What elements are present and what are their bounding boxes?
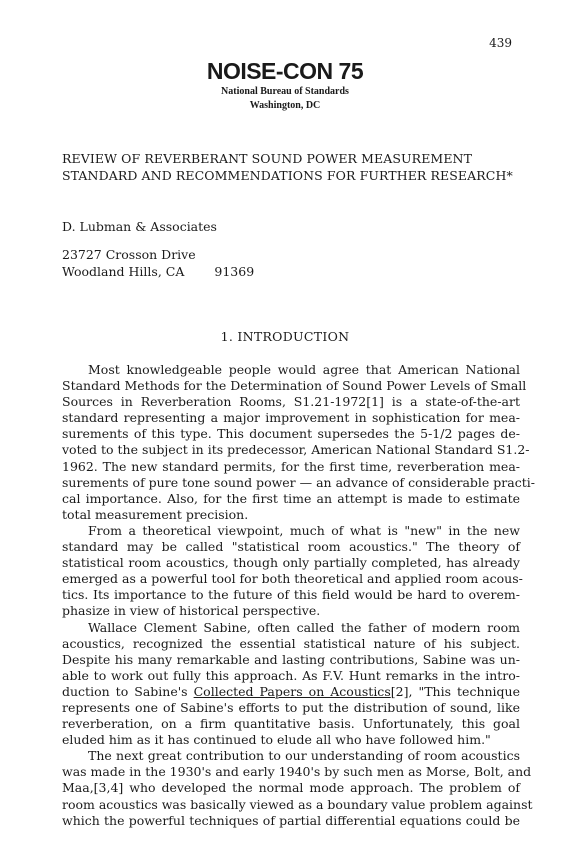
text-line: acoustics, recognized the essential statistical nature of his subject.: [62, 635, 520, 651]
paper-title-line-2: STANDARD AND RECOMMENDATIONS FOR FURTHER RESEARCH*: [62, 168, 513, 183]
text-line: eluded him as it has continued to elude all who have followed him.": [62, 732, 491, 748]
text-line: Despite his many remarkable and lasting contributions, Sabine was un-: [62, 651, 520, 667]
section-heading: 1. INTRODUCTION: [220, 329, 350, 344]
address-zip: 91369: [214, 264, 255, 279]
conference-title: NOISE-CON 75: [206, 58, 364, 84]
text-line: From a theoretical viewpoint, much of what is "new" in the new: [88, 522, 520, 538]
text-line: represents one of Sabine's efforts to put the distribution of sound, like: [62, 699, 520, 715]
text-line: The next great contribution to our understanding of room acoustics: [88, 748, 520, 764]
text-line: emerged as a powerful tool for both theoretical and applied room acous-: [62, 571, 523, 587]
text-line: surements of this type. This document supersedes the 5-1/2 pages de-: [62, 426, 520, 442]
text-line: [62, 684, 520, 700]
text-line: phasize in view of historical perspective.: [62, 603, 321, 619]
text-line: able to work out fully this approach. As F.V. Hunt remarks in the intro-: [62, 667, 520, 683]
text-line: statistical room acoustics, though only partially completed, has already: [62, 555, 520, 571]
text-line: tics. Its importance to the future of this field would be hard to overem-: [62, 587, 520, 603]
text-line: voted to the subject in its predecessor, American National Standard S1.2-: [62, 442, 530, 458]
text-line: was made in the 1930's and early 1940's by such men as Morse, Bolt, and: [62, 764, 532, 780]
body-text: [62, 362, 535, 829]
text-line: 1962. The new standard permits, for the first time, reverberation mea-: [62, 458, 520, 474]
conference-organization: National Bureau of Standards: [221, 86, 349, 97]
text-line: Most knowledgeable people would agree that American National: [88, 362, 520, 377]
text-fragment: [2], "This technique: [390, 683, 520, 699]
text-line: reverberation, on a firm quantitative basis. Unfortunately, this goal: [62, 716, 520, 732]
text-line: total measurement precision.: [62, 506, 249, 522]
author-name: D. Lubman & Associates: [62, 219, 217, 234]
paper-title-line-1: REVIEW OF REVERBERANT SOUND POWER MEASUREMENT: [62, 151, 473, 166]
text-line: standard representing a major improvement in sophistication for mea-: [62, 410, 520, 426]
text-line: standard may be called "statistical room acoustics." The theory of: [62, 539, 520, 555]
text-fragment: duction to Sabine's: [62, 683, 194, 699]
text-line: cal importance. Also, for the first time an attempt is made to estimate: [62, 490, 520, 506]
paper-title: [62, 150, 532, 184]
address-city: Woodland Hills, CA: [62, 264, 185, 279]
page-number: 439: [489, 36, 512, 50]
text-line: Standard Methods for the Determination of Sound Power Levels of Small: [62, 378, 527, 394]
text-line: room acoustics was basically viewed as a boundary value problem against: [62, 796, 533, 812]
address-city-line: [62, 264, 254, 280]
text-line: Maa,[3,4] who developed the normal mode approach. The problem of: [62, 780, 520, 796]
text-line: Wallace Clement Sabine, often called the father of modern room: [88, 619, 520, 635]
text-line: surements of pure tone sound power — an advance of considerable practi-: [62, 474, 535, 490]
text-line: Sources in Reverberation Rooms, S1.21-1972[1] is a state-of-the-art: [62, 394, 520, 410]
address-street: 23727 Crosson Drive: [62, 247, 196, 262]
text-line: which the powerful techniques of partial differential equations could be: [62, 812, 520, 828]
cited-book-title: Collected Papers on Acoustics: [193, 683, 391, 699]
conference-location: Washington, DC: [249, 100, 321, 111]
